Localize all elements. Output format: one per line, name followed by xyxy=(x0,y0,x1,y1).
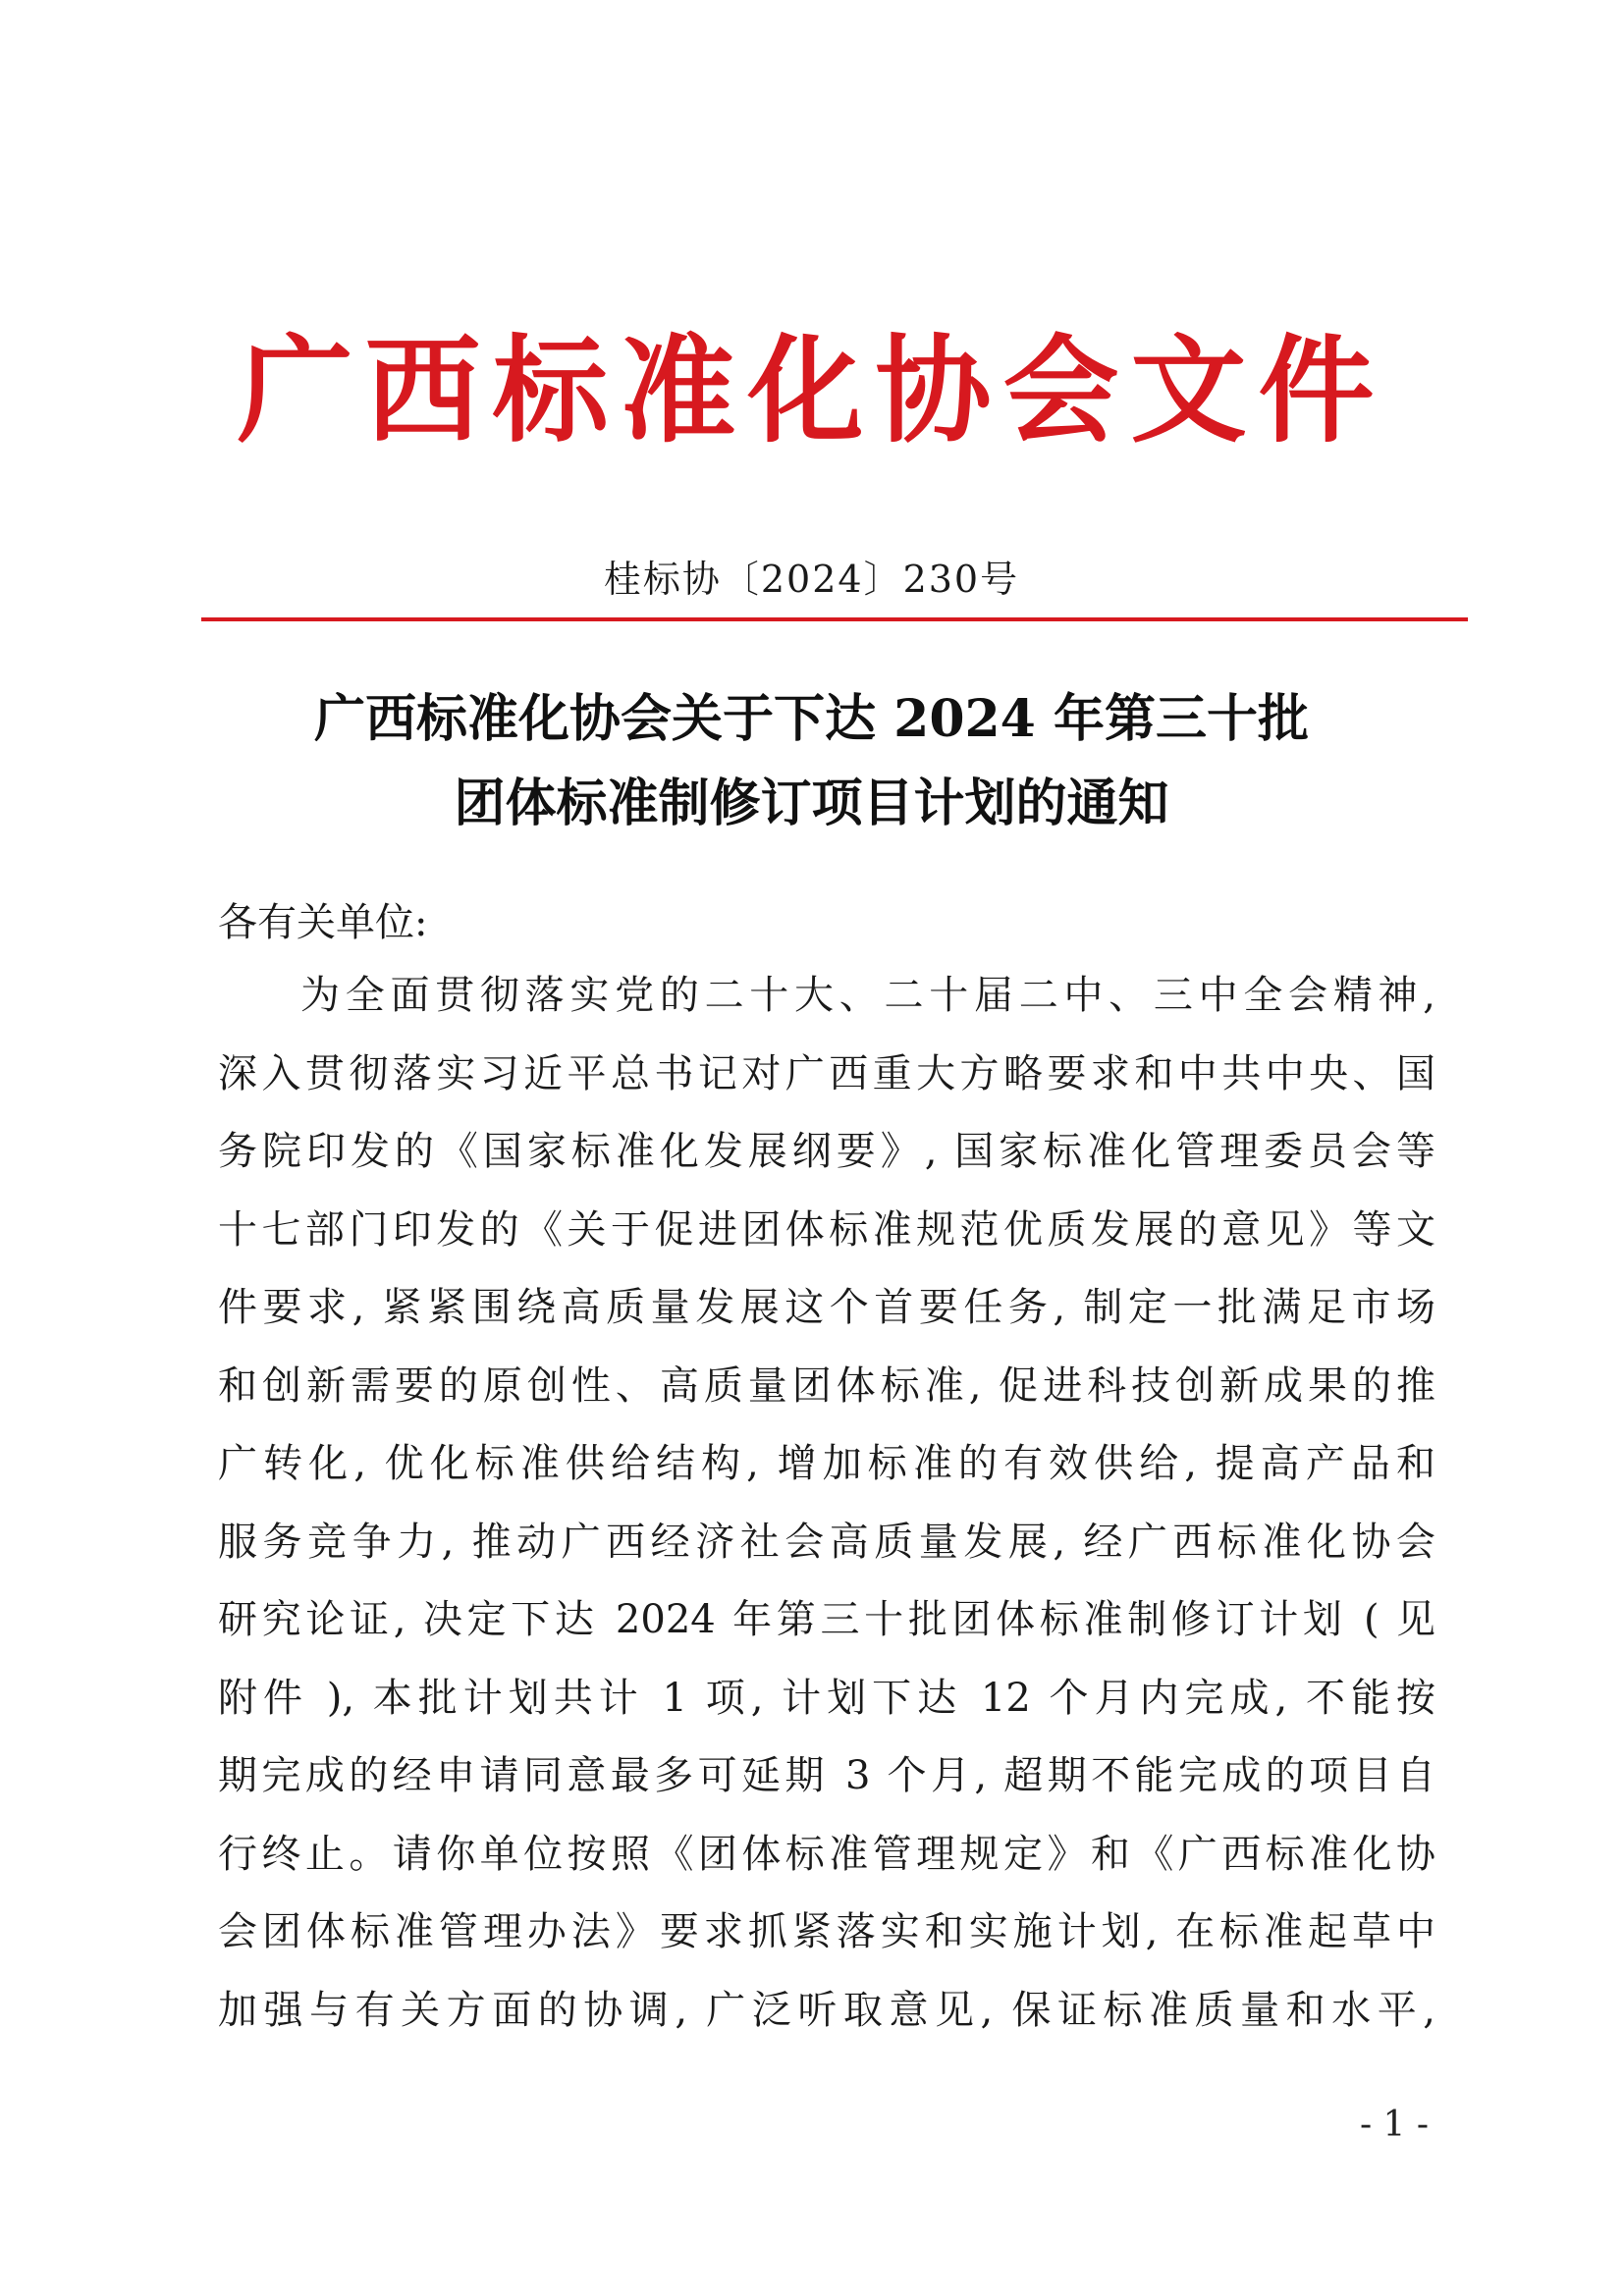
notice-title-line: 团体标准制修订项目计划的通知 xyxy=(454,774,1169,833)
body-line: 会团体标准管理办法》要求抓紧落实和实施计划, 在标准起草中 xyxy=(218,1909,1435,1954)
document-number: 桂标协〔2024〕230号 xyxy=(603,558,1020,601)
salutation: 各有关单位: xyxy=(218,900,428,945)
page-number: - 1 - xyxy=(1359,2105,1430,2145)
notice-title-line: 广西标准化协会关于下达 2024 年第三十批 xyxy=(314,689,1309,749)
body-line: 加强与有关方面的协调, 广泛听取意见, 保证标准质量和水平, xyxy=(218,1987,1435,2033)
body-line: 行终止。请你单位按照《团体标准管理规定》和《广西标准化协 xyxy=(218,1831,1435,1877)
body-line: 和创新需要的原创性、高质量团体标准, 促进科技创新成果的推 xyxy=(218,1362,1435,1409)
body-line: 研究论证, 决定下达 2024 年第三十批团体标准制修订计划 ( 见 xyxy=(218,1597,1435,1642)
body-line: 服务竞争力, 推动广西经济社会高质量发展, 经广西标准化协会 xyxy=(218,1519,1435,1565)
body-line: 附件 ), 本批计划共计 1 项, 计划下达 12 个月内完成, 不能按 xyxy=(218,1675,1435,1721)
body-line: 深入贯彻落实习近平总书记对广西重大方略要求和中共中央、国 xyxy=(218,1050,1435,1096)
masthead-title: 广西标准化协会文件 xyxy=(237,322,1386,458)
body-line: 十七部门印发的《关于促进团体标准规范优质发展的意见》等文 xyxy=(218,1206,1435,1253)
body-line: 件要求, 紧紧围绕高质量发展这个首要任务, 制定一批满足市场 xyxy=(218,1285,1435,1330)
body-line: 广转化, 优化标准供给结构, 增加标准的有效供给, 提高产品和 xyxy=(218,1441,1435,1486)
body-line: 期完成的经申请同意最多可延期 3 个月, 超期不能完成的项目自 xyxy=(218,1753,1435,1798)
body-text xyxy=(218,957,1435,2050)
notice-title xyxy=(196,677,1427,846)
body-line: 为全面贯彻落实党的二十大、二十届二中、三中全会精神, xyxy=(300,973,1435,1018)
body-line: 务院印发的《国家标准化发展纲要》, 国家标准化管理委员会等 xyxy=(218,1129,1435,1174)
red-divider-rule xyxy=(201,617,1468,621)
